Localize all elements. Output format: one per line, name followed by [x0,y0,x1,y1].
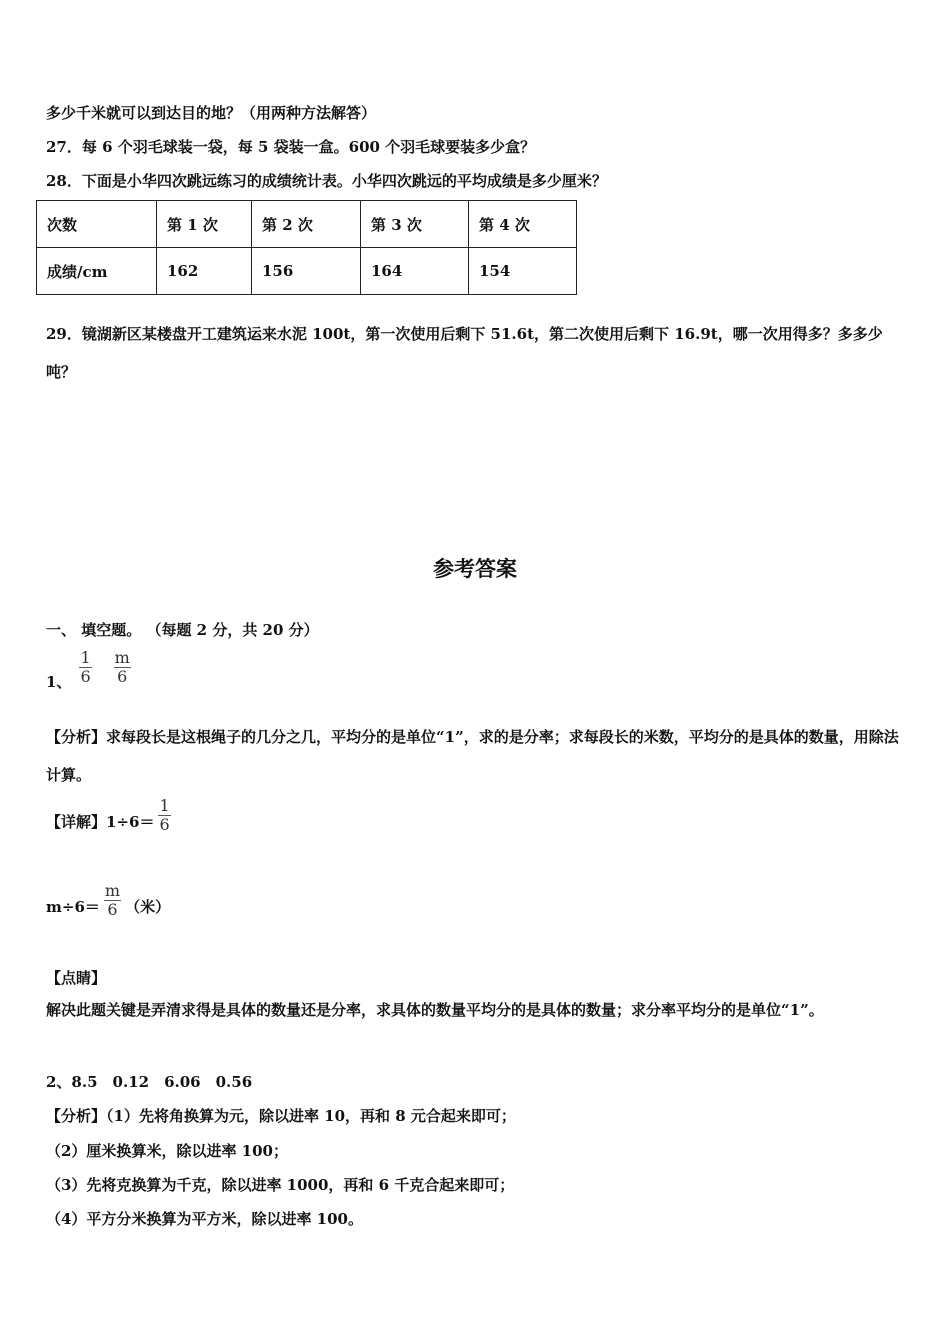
table-cell: 第 3 次 [361,201,469,248]
table-cell: 156 [252,248,361,295]
table-cell: 第 2 次 [252,201,361,248]
point-text: 解决此题关键是弄清求得是具体的数量还是分率，求具体的数量平均分的是具体的数量；求分率平均分的是单位“1”。 [46,1001,824,1019]
detail-2-label: m÷6＝ [46,898,100,916]
table-cell: 154 [469,248,577,295]
question-28: 28．下面是小华四次跳远练习的成绩统计表。小华四次跳远的平均成绩是多少厘米？ [46,172,607,190]
answer-2-analysis-2: （2）厘米换算米，除以进率 100； [46,1142,288,1160]
fraction-1-6: $\frac{1}{6}$ [80,648,91,686]
unit-label: （米） [125,898,171,916]
detail-label: 【详解】1÷6＝ [46,813,155,831]
fraction-m-6: $\frac{m}{6}$ [104,881,121,919]
fraction-1-6: $\frac{1}{6}$ [159,796,170,834]
question-27: 27．每 6 个羽毛球装一袋，每 5 袋装一盒。600 个羽毛球要装多少盒？ [46,138,536,156]
answer-1-line [46,643,135,692]
answer-1-analysis: 【分析】求每段长是这根绳子的几分之几，平均分的是单位“1”，求的是分率；求每段长的米数，平均分的是具体的数量，用除法计算。 [46,728,899,784]
point-label: 【点睛】 [46,969,107,987]
fraction-m-6: $\frac{m}{6}$ [114,648,130,686]
table-cell: 162 [157,248,252,295]
answer-1-label: 1、 [46,673,72,691]
table-cell: 次数 [37,201,157,248]
score-table [36,200,577,295]
question-26-tail: 多少千米就可以到达目的地？（用两种方法解答） [46,104,377,122]
answer-2-analysis-1: 【分析】（1）先将角换算为元，除以进率 10，再和 8 元合起来即可； [46,1107,516,1125]
question-29: 29．镜湖新区某楼盘开工建筑运来水泥 100t，第一次使用后剩下 51.6t，第二次使用后剩下 16.9t，哪一次用得多？多多少吨？ [46,325,883,381]
table-cell: 成绩/cm [37,248,157,295]
answer-title: 参考答案 [433,556,517,581]
answer-1-detail-2 [46,882,170,919]
answer-2-line: 2、8.5 0.12 6.06 0.56 [46,1073,253,1091]
answer-1-detail [46,797,175,834]
section-1-heading: 一、 填空题。 （每题 2 分，共 20 分） [46,621,319,639]
table-header-row [37,201,577,248]
table-cell: 第 4 次 [469,201,577,248]
table-cell: 164 [361,248,469,295]
answer-2-analysis-4: （4）平方分米换算为平方米，除以进率 100。 [46,1210,363,1228]
answer-2-analysis-3: （3）先将克换算为千克，除以进率 1000，再和 6 千克合起来即可； [46,1176,515,1194]
table-cell: 第 1 次 [157,201,252,248]
table-row [37,248,577,295]
